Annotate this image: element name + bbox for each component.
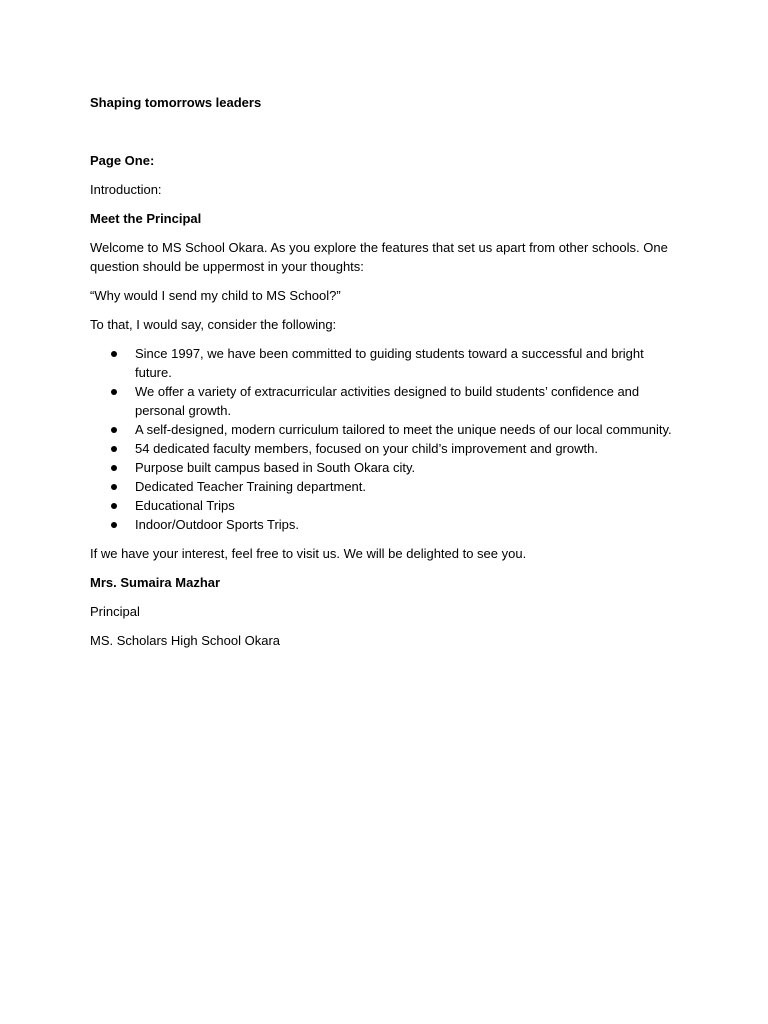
list-item-text: Dedicated Teacher Training department. — [135, 479, 367, 494]
quote-paragraph: “Why would I send my child to MS School?” — [90, 288, 341, 303]
bullet-icon — [111, 522, 117, 528]
list-item-text: Since 1997, we have been committed to guiding students toward a successful and bright future. — [135, 346, 644, 380]
feature-list — [90, 344, 680, 534]
document-page — [90, 93, 680, 660]
intro-label: Introduction: — [90, 182, 162, 197]
bullet-icon — [111, 484, 117, 490]
bullet-icon — [111, 446, 117, 452]
bullet-icon — [111, 351, 117, 357]
section-heading: Meet the Principal — [90, 211, 202, 226]
list-item — [90, 496, 680, 515]
list-item-text: 54 dedicated faculty members, focused on your child’s improvement and growth. — [135, 441, 598, 456]
list-item — [90, 420, 680, 439]
closing-paragraph: If we have your interest, feel free to visit us. We will be delighted to see you. — [90, 546, 527, 561]
bullet-icon — [111, 389, 117, 395]
list-item-text: A self-designed, modern curriculum tailored to meet the unique needs of our local community. — [135, 422, 672, 437]
lead-in-paragraph: To that, I would say, consider the following: — [90, 317, 337, 332]
list-item — [90, 458, 680, 477]
list-item-text: Educational Trips — [135, 498, 235, 513]
list-item-text: Purpose built campus based in South Okara city. — [135, 460, 416, 475]
document-title: Shaping tomorrows leaders — [90, 95, 262, 110]
list-item-text: We offer a variety of extracurricular activities designed to build students’ confidence and personal growth. — [135, 384, 640, 418]
list-item — [90, 382, 680, 420]
list-item — [90, 344, 680, 382]
signature-role: Principal — [90, 604, 140, 619]
signature-name: Mrs. Sumaira Mazhar — [90, 575, 221, 590]
page-heading: Page One: — [90, 153, 155, 168]
list-item-text: Indoor/Outdoor Sports Trips. — [135, 517, 300, 532]
bullet-icon — [111, 427, 117, 433]
list-item — [90, 515, 680, 534]
bullet-icon — [111, 465, 117, 471]
list-item — [90, 477, 680, 496]
list-item — [90, 439, 680, 458]
welcome-paragraph: Welcome to MS School Okara. As you explore the features that set us apart from other schools. One question should be uppermost in your thoughts: — [90, 240, 668, 274]
bullet-icon — [111, 503, 117, 509]
signature-school: MS. Scholars High School Okara — [90, 633, 281, 648]
